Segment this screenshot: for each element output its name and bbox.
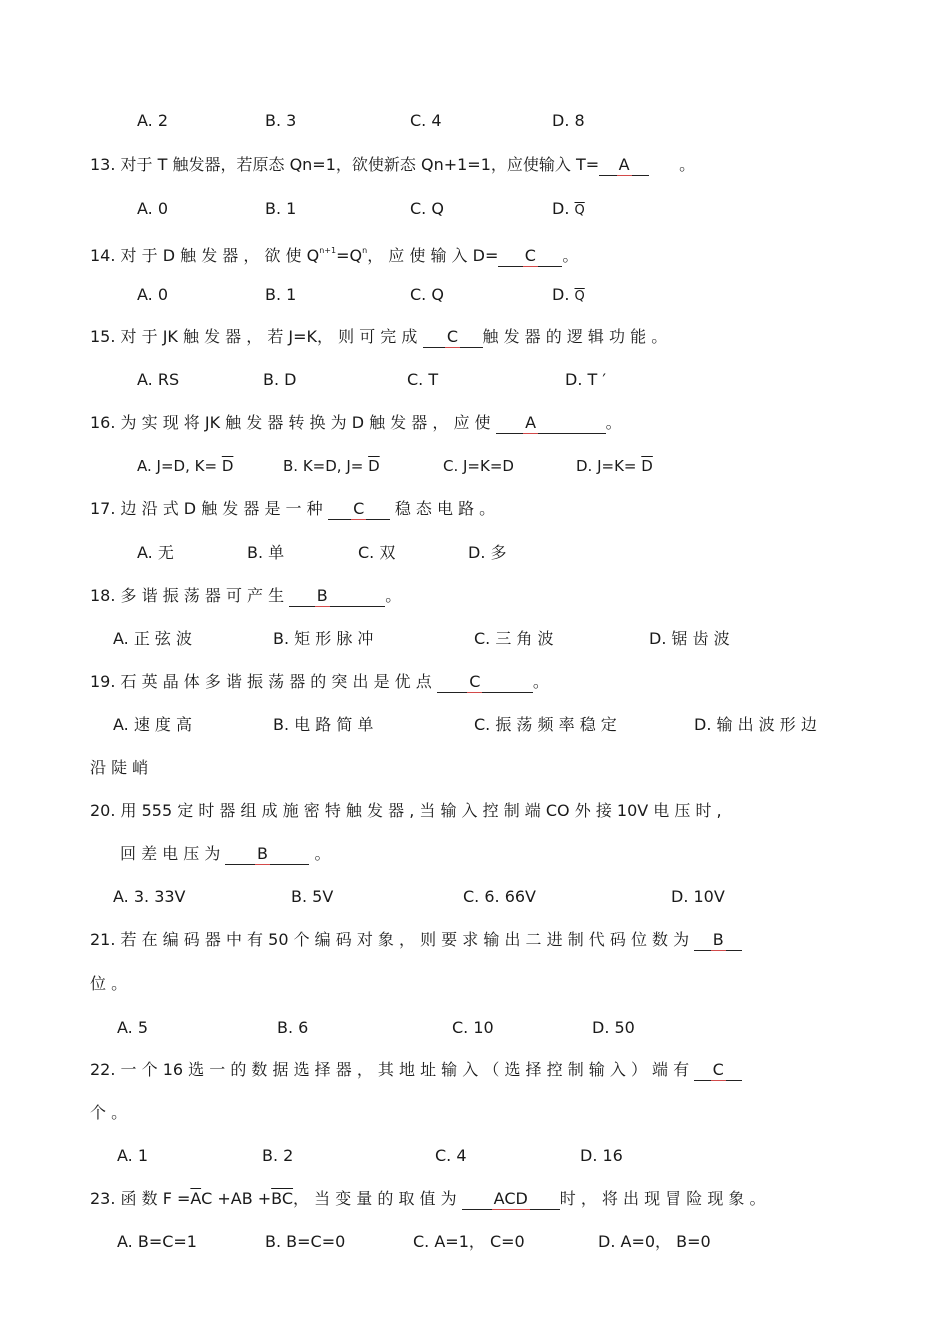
option-b: B. K=D, $J= \overline{D}$ bbox=[283, 457, 380, 475]
question-text: 17. 边 沿 式 D 触 发 器 是 一 种 bbox=[90, 499, 323, 518]
option-c: C. 三 角 波 bbox=[474, 629, 554, 648]
answer: C bbox=[469, 672, 481, 691]
option-c: C. 4 bbox=[435, 1146, 467, 1165]
question-22-cont: 个 。 bbox=[90, 1103, 128, 1122]
question-tail: 。 bbox=[679, 155, 696, 174]
question-20-line2: 回 差 电 压 为 B 。 bbox=[120, 844, 331, 863]
answer-blank bbox=[599, 155, 649, 176]
answer-blank bbox=[498, 246, 562, 267]
option-b: B. 单 bbox=[247, 543, 285, 562]
option-b: B. 2 bbox=[262, 1146, 294, 1165]
option-a: A. 3. 33V bbox=[113, 887, 186, 906]
option-c: C. Q bbox=[410, 285, 444, 304]
question-21-cont: 位 。 bbox=[90, 974, 128, 993]
question-22 bbox=[90, 1060, 742, 1081]
option-d: D. 10V bbox=[671, 887, 725, 906]
answer-blank bbox=[694, 930, 742, 951]
question-21 bbox=[90, 930, 742, 951]
question-20: 20. 用 555 定 时 器 组 成 施 密 特 触 发 器 , 当 输 入 控 制 端 CO 外 接 10V 电 压 时 , bbox=[90, 801, 722, 820]
option-a: A. 0 bbox=[137, 285, 169, 304]
question-15: 15. 对 于 JK 触 发 器 ， 若 J=K， 则 可 完 成 C 触 发 器 的 逻 辑 功 能 。 bbox=[90, 327, 668, 346]
answer-blank bbox=[289, 586, 385, 607]
answer: C bbox=[353, 499, 365, 518]
answer-blank bbox=[225, 844, 309, 865]
option-a: A. 正 弦 波 bbox=[113, 629, 193, 648]
option-c: C. A=1， C=0 bbox=[413, 1232, 525, 1251]
question-text: 21. 若 在 编 码 器 中 有 50 个 编 码 对 象 ， 则 要 求 输 出 二 进 制 代 码 位 数 为 bbox=[90, 930, 690, 949]
answer: C bbox=[712, 1060, 724, 1079]
option-d: D. 多 bbox=[468, 543, 507, 562]
option-b: B. 电 路 简 单 bbox=[273, 715, 374, 734]
option-b: B. 3 bbox=[265, 111, 297, 130]
answer: B bbox=[256, 844, 268, 863]
answer: C bbox=[524, 246, 536, 265]
q19-option-continuation: 沿 陡 峭 bbox=[90, 758, 149, 777]
option-a: A. 2 bbox=[137, 111, 169, 130]
option-d: D. 50 bbox=[592, 1018, 635, 1037]
question-text: 15. 对 于 JK 触 发 器 ， 若 J=K， 则 可 完 成 bbox=[90, 327, 418, 346]
answer-blank bbox=[462, 1189, 560, 1210]
answer: A bbox=[525, 413, 537, 432]
option-d: D. 8 bbox=[552, 111, 585, 130]
answer-blank bbox=[328, 499, 390, 520]
option-c: C. 双 bbox=[358, 543, 396, 562]
question-13 bbox=[90, 155, 695, 176]
option-a: A. 无 bbox=[137, 543, 174, 562]
question-text: 13. 对于 T 触发器，若原态 Qn=1，欲使新态 Qn+1=1，应使输入 T= bbox=[90, 155, 600, 174]
option-b: B. 5V bbox=[291, 887, 334, 906]
question-text: 18. 多 谐 振 荡 器 可 产 生 bbox=[90, 586, 285, 605]
option-c: C. Q bbox=[410, 199, 444, 218]
option-c: C. 振 荡 频 率 稳 定 bbox=[474, 715, 617, 734]
answer: A bbox=[618, 155, 630, 174]
option-a: A. B=C=1 bbox=[117, 1232, 197, 1251]
question-17: 17. 边 沿 式 D 触 发 器 是 一 种 C 稳 态 电 路 。 bbox=[90, 499, 496, 518]
answer-blank bbox=[496, 413, 606, 434]
option-c: C. 4 bbox=[410, 111, 442, 130]
question-text: 22. 一 个 16 选 一 的 数 据 选 择 器 ， 其 地 址 输 入 （ 选 择 控 制 输 入 ） 端 有 bbox=[90, 1060, 690, 1079]
question-text: 19. 石 英 晶 体 多 谐 振 荡 器 的 突 出 是 优 点 bbox=[90, 672, 432, 691]
question-14: 14. 对 于 D 触 发 器 ， 欲 使 $Q^{n+1}=Q^n$， 应 使 输 入 D= C 。 bbox=[90, 246, 579, 265]
option-d: D. $\overline{Q}$ bbox=[552, 199, 585, 218]
option-a: A. RS bbox=[137, 370, 180, 389]
answer-blank bbox=[694, 1060, 742, 1081]
option-b: B. 矩 形 脉 冲 bbox=[273, 629, 374, 648]
option-c: C. J=K=D bbox=[443, 457, 514, 475]
answer: ACD bbox=[493, 1189, 528, 1208]
option-a: A. J=D, $K= \overline{D}$ bbox=[137, 457, 234, 475]
option-a: A. 1 bbox=[117, 1146, 149, 1165]
option-b: B. B=C=0 bbox=[265, 1232, 346, 1251]
option-d: D. $\overline{Q}$ bbox=[552, 285, 585, 304]
option-c: C. 6. 66V bbox=[463, 887, 536, 906]
option-d: D. A=0， B=0 bbox=[598, 1232, 711, 1251]
question-text: 23. 函 数 F = bbox=[90, 1189, 191, 1208]
option-b: B. 1 bbox=[265, 199, 297, 218]
answer-blank bbox=[437, 672, 533, 693]
question-19: 19. 石 英 晶 体 多 谐 振 荡 器 的 突 出 是 优 点 C 。 bbox=[90, 672, 549, 691]
option-d: D. 16 bbox=[580, 1146, 623, 1165]
answer-blank bbox=[423, 327, 483, 348]
option-b: B. 1 bbox=[265, 285, 297, 304]
question-18: 18. 多 谐 振 荡 器 可 产 生 B 。 bbox=[90, 586, 402, 605]
option-b: B. 6 bbox=[277, 1018, 309, 1037]
answer: B bbox=[316, 586, 328, 605]
option-d: D. 锯 齿 波 bbox=[649, 629, 730, 648]
question-23: 23. 函 数 $F =\overline{A}C +AB +\overline{BC}$， 当 变 量 的 取 值 为 ACD 时 ， 将 出 现 冒 险 现 象 。 bbox=[90, 1189, 766, 1208]
question-16: 16. 为 实 现 将 JK 触 发 器 转 换 为 D 触 发 器 ， 应 使 A 。 bbox=[90, 413, 622, 432]
option-c: C. T bbox=[407, 370, 439, 389]
option-b: B. D bbox=[263, 370, 297, 389]
answer: C bbox=[446, 327, 459, 346]
option-d: D. $J=K= \overline{D}$ bbox=[576, 457, 653, 475]
option-a: A. 速 度 高 bbox=[113, 715, 193, 734]
option-a: A. 5 bbox=[117, 1018, 149, 1037]
option-d: D. T ′ bbox=[565, 370, 606, 389]
option-d: D. 输 出 波 形 边 bbox=[694, 715, 817, 734]
question-text: 14. 对 于 D 触 发 器 ， 欲 使 Q bbox=[90, 246, 320, 265]
option-c: C. 10 bbox=[452, 1018, 494, 1037]
option-a: A. 0 bbox=[137, 199, 169, 218]
answer: B bbox=[712, 930, 724, 949]
question-text: 16. 为 实 现 将 JK 触 发 器 转 换 为 D 触 发 器 ， 应 使 bbox=[90, 413, 491, 432]
